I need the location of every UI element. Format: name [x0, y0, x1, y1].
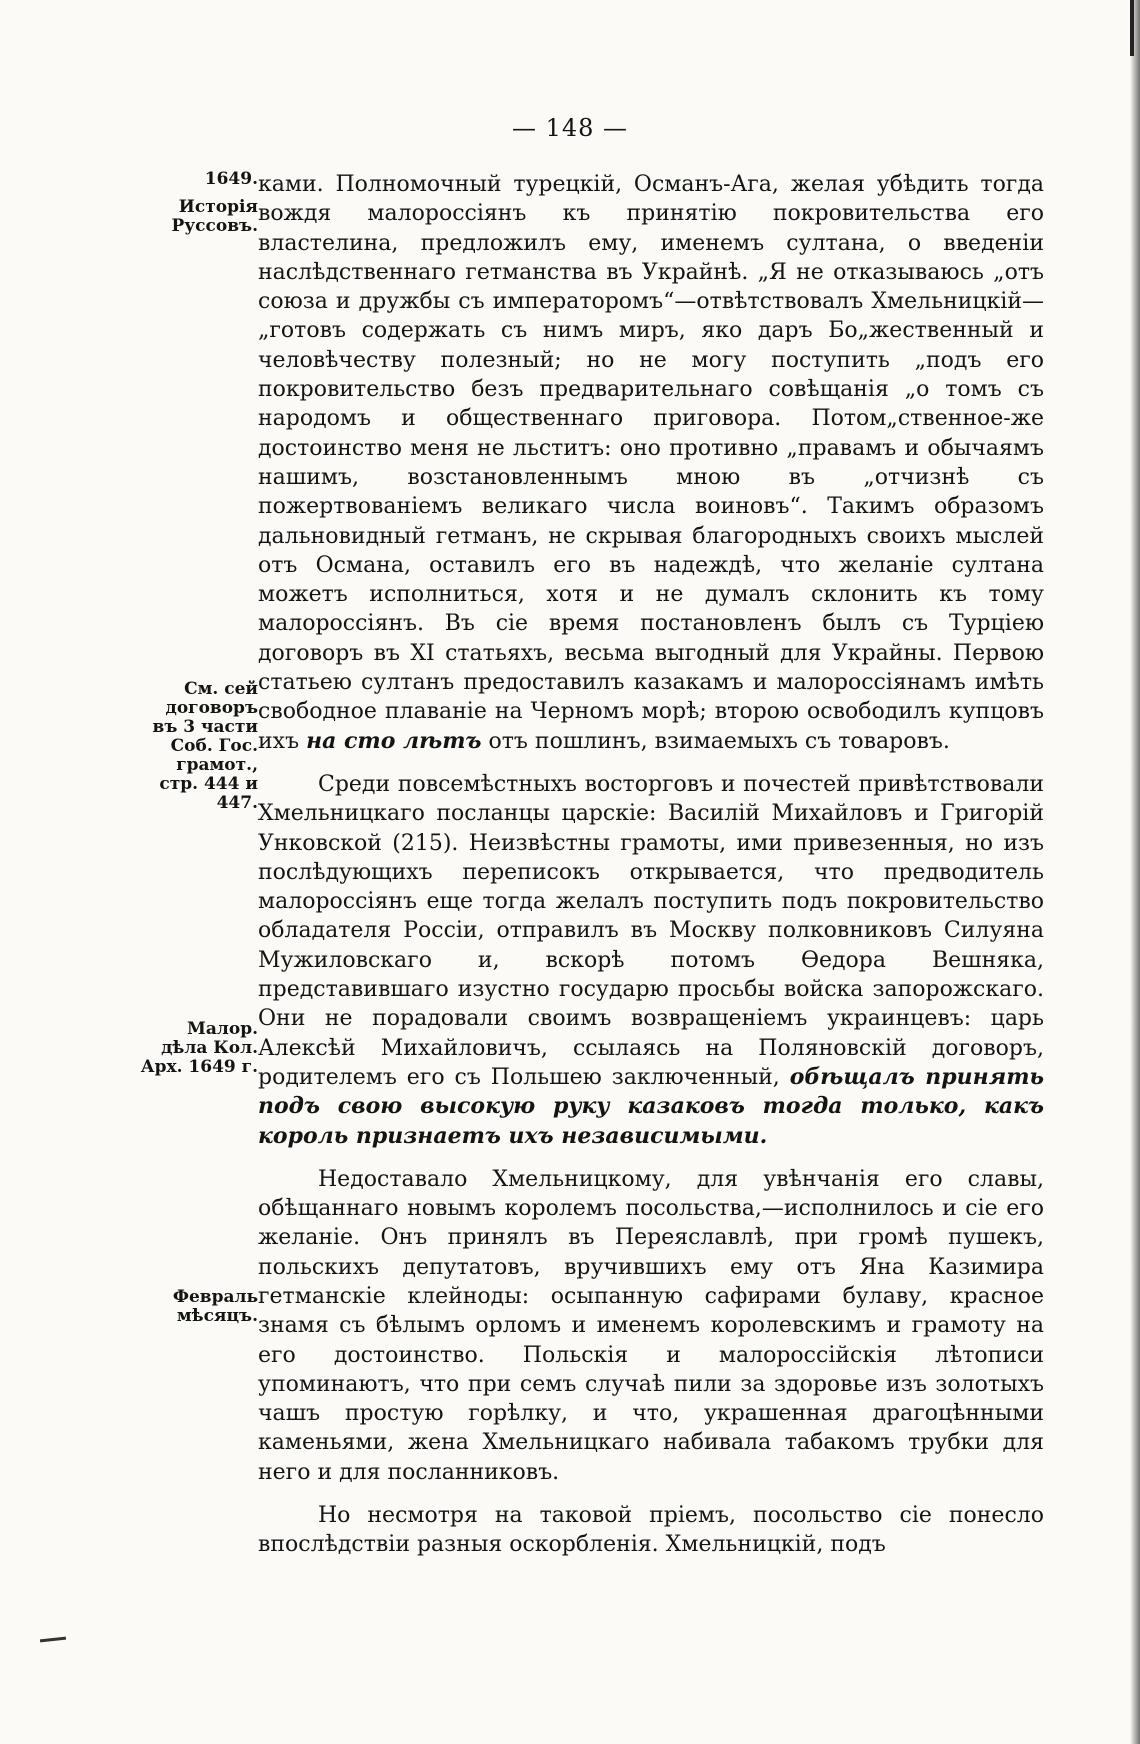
paragraph-3	[258, 1165, 1044, 1487]
margin-year: 1649.	[204, 169, 258, 189]
paragraph-1	[258, 170, 1044, 756]
paragraph-2-text: Среди повсемѣстныхъ восторговъ и почестей привѣтствовали Хмельницкаго посланцы царскіе: Василій Михайловъ и Григорій Унковской (215). Неизвѣстны грамоты, ими привезенныя, но изъ послѣдующихъ переписокъ открывается, что предводитель малороссіянъ еще тогда желалъ поступить подъ покровительство обладателя Россіи, отправилъ въ Москву полковниковъ Силуяна Мужиловскаго и, вскорѣ потомъ Ѳедора Вешняка, представившаго изустно государю просьбы войска запорожскаго. Они не порадовали своимъ возвращеніемъ украинцевъ: царь Алексѣй Михайловичъ, ссылаясь на Поляновскій договоръ, родителемъ его съ Польшею заключенный,	[258, 771, 1044, 1090]
paragraph-2-emphasis: обѣщалъ принять подъ свою высокую руку казаковъ тогда только, какъ король признаетъ ихъ независимыми.	[258, 1063, 1044, 1149]
margin-source-history: Исторія Руссовъ.	[171, 197, 258, 236]
body-text	[258, 170, 1044, 1574]
page-number: — 148 —	[511, 114, 629, 142]
paragraph-1-text: ками. Полномочный турецкій, Османъ-Ага, желая убѣдить тогда вождя малороссіянъ къ принятію покровительства его властелина, предложилъ ему, именемъ султана, о введеніи наслѣдственнаго гетманства въ Украйнѣ. „Я не отказываюсь „отъ союза и дружбы съ императоромъ“—отвѣтствовалъ Хмельницкій—„готовъ содержать съ нимъ миръ, яко даръ Бо„жественный и человѣчеству полезный; но не могу поступить „подъ его покровительство безъ предварительнаго совѣщанія „о томъ съ народомъ и общественнаго приговора. Потом„ственное-же достоинство меня не льститъ: оно противно „правамъ и обычаямъ нашимъ, возстановленнымъ мною въ „отчизнѣ съ пожертвованіемъ великаго числа воиновъ“. Такимъ образомъ дальновидный гетманъ, не скрывая благородныхъ своихъ мыслей отъ Османа, оставилъ его въ надеждѣ, что желаніе султана можетъ исполниться, хотя и не думалъ склонить къ тому малороссіянъ. Въ сіе время постановленъ былъ съ Турціею договоръ въ XI статьяхъ, весьма выгодный для Украйны. Первою статьею султанъ предоставилъ казакамъ и малороссіянамъ имѣть свободное плаваніе на Черномъ морѣ; второю освободилъ купцовъ ихъ	[258, 172, 1044, 754]
page-edge-shadow	[1130, 0, 1140, 1744]
margin-month: Февраль мѣсяцъ.	[172, 1287, 258, 1326]
paragraph-4-text: Но несмотря на таковой пріемъ, посольство сіе понесло впослѣдствіи разныя оскорбленія. Хмельницкій, подъ	[258, 1503, 1044, 1558]
margin-treaty-reference: См. сей договоръ въ 3 части Соб. Гос. грамот., стр. 444 и 447.	[152, 679, 258, 813]
margin-pen-mark	[40, 1637, 66, 1643]
margin-archive-reference: Малор. дѣла Кол. Арх. 1649 г.	[140, 1019, 258, 1077]
paragraph-3-text: Недоставало Хмельницкому, для увѣнчанія его славы, обѣщаннаго новымъ королемъ посольства,—исполнилось и сіе его желаніе. Онъ принялъ въ Переяславлѣ, при громѣ пушекъ, польскихъ депутатовъ, вручившихъ ему отъ Яна Казимира гетманскіе клейноды: осыпанную сафирами булаву, красное знамя съ бѣлымъ орломъ и именемъ королевскимъ и грамоту на его достоинство. Польскія и малороссійскія лѣтописи упоминаютъ, что при семъ случаѣ пили за здоровье изъ золотыхъ чашъ простую горѣлку, и что, украшенная драгоцѣнными каменьями, жена Хмельницкаго набивала табакомъ трубки для него и для посланниковъ.	[258, 1166, 1044, 1485]
paragraph-1-emphasis: на сто лѣтъ	[306, 727, 482, 754]
paragraph-4	[258, 1501, 1044, 1560]
scan-edge-mark	[1130, 0, 1134, 56]
paragraph-1-end: отъ пошлинъ, взимаемыхъ съ товаровъ.	[488, 728, 950, 754]
paragraph-2	[258, 770, 1044, 1151]
